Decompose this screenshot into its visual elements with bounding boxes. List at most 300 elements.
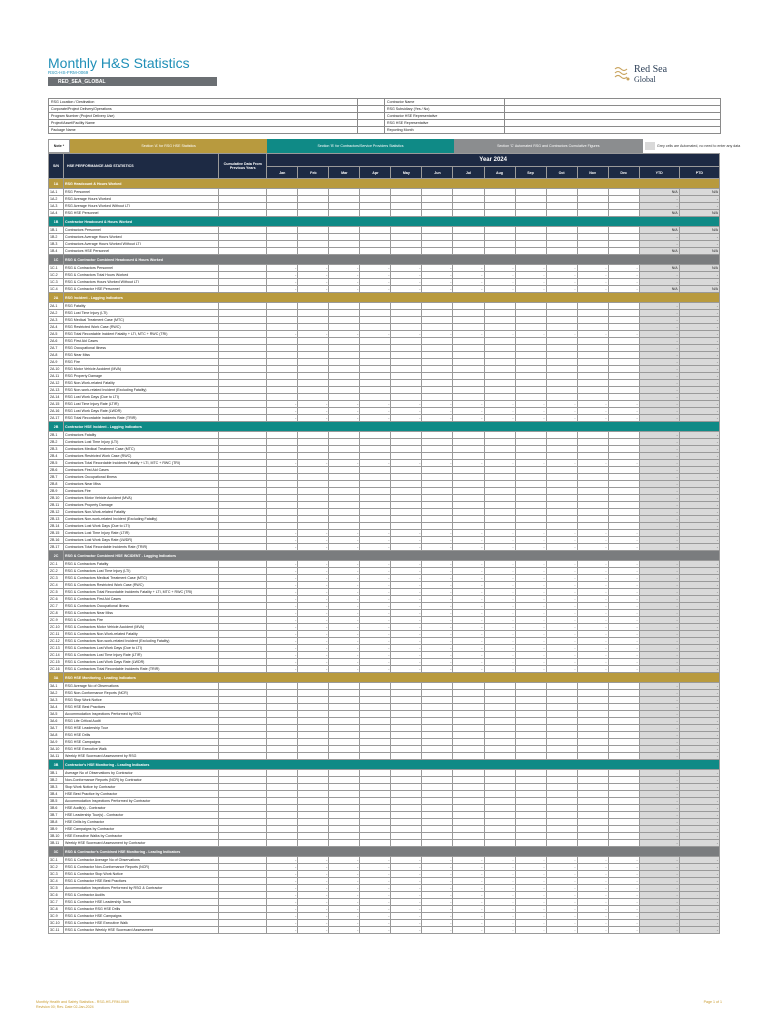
month-cell[interactable] — [298, 697, 329, 704]
month-cell[interactable] — [329, 805, 360, 812]
month-cell[interactable] — [391, 704, 422, 711]
month-cell[interactable] — [577, 394, 608, 401]
info-value-right[interactable] — [505, 113, 721, 120]
month-cell[interactable] — [484, 812, 515, 819]
month-cell[interactable] — [608, 798, 639, 805]
cumulative-cell[interactable] — [219, 819, 267, 826]
month-cell[interactable] — [267, 453, 298, 460]
month-cell[interactable] — [515, 189, 546, 196]
month-cell[interactable] — [577, 732, 608, 739]
month-cell[interactable] — [608, 310, 639, 317]
month-cell[interactable] — [360, 718, 391, 725]
cumulative-cell[interactable] — [219, 460, 267, 467]
month-cell[interactable] — [546, 840, 577, 847]
month-cell[interactable] — [608, 380, 639, 387]
month-cell[interactable] — [484, 303, 515, 310]
cumulative-cell[interactable] — [219, 537, 267, 544]
month-cell[interactable] — [453, 753, 484, 760]
month-cell[interactable] — [453, 826, 484, 833]
month-cell[interactable] — [360, 690, 391, 697]
month-cell[interactable] — [546, 697, 577, 704]
month-cell[interactable] — [298, 805, 329, 812]
cumulative-cell[interactable] — [219, 857, 267, 864]
month-cell[interactable] — [577, 826, 608, 833]
month-cell[interactable] — [453, 234, 484, 241]
month-cell[interactable] — [267, 196, 298, 203]
month-cell[interactable] — [515, 683, 546, 690]
month-cell[interactable] — [515, 446, 546, 453]
month-cell[interactable] — [422, 819, 453, 826]
month-cell[interactable] — [391, 432, 422, 439]
month-cell[interactable] — [360, 798, 391, 805]
month-cell[interactable] — [546, 739, 577, 746]
info-value-right[interactable] — [505, 127, 721, 134]
month-cell[interactable] — [422, 784, 453, 791]
month-cell[interactable] — [608, 746, 639, 753]
month-cell[interactable] — [577, 509, 608, 516]
month-cell[interactable] — [329, 373, 360, 380]
month-cell[interactable] — [267, 819, 298, 826]
month-cell[interactable] — [422, 725, 453, 732]
month-cell[interactable] — [298, 196, 329, 203]
month-cell[interactable] — [329, 317, 360, 324]
month-cell[interactable] — [267, 373, 298, 380]
month-cell[interactable] — [453, 791, 484, 798]
month-cell[interactable] — [360, 481, 391, 488]
month-cell[interactable] — [515, 704, 546, 711]
month-cell[interactable] — [515, 725, 546, 732]
cumulative-cell[interactable] — [219, 502, 267, 509]
month-cell[interactable] — [360, 509, 391, 516]
month-cell[interactable] — [608, 509, 639, 516]
month-cell[interactable] — [422, 234, 453, 241]
month-cell[interactable] — [453, 467, 484, 474]
month-cell[interactable] — [546, 227, 577, 234]
month-cell[interactable] — [546, 380, 577, 387]
cumulative-cell[interactable] — [219, 603, 267, 610]
month-cell[interactable] — [422, 805, 453, 812]
month-cell[interactable] — [422, 352, 453, 359]
month-cell[interactable] — [453, 697, 484, 704]
month-cell[interactable] — [484, 805, 515, 812]
month-cell[interactable] — [329, 488, 360, 495]
month-cell[interactable] — [391, 770, 422, 777]
month-cell[interactable] — [484, 189, 515, 196]
month-cell[interactable] — [515, 366, 546, 373]
month-cell[interactable] — [267, 739, 298, 746]
month-cell[interactable] — [298, 446, 329, 453]
month-cell[interactable] — [422, 770, 453, 777]
month-cell[interactable] — [484, 380, 515, 387]
month-cell[interactable] — [391, 732, 422, 739]
month-cell[interactable] — [577, 739, 608, 746]
month-cell[interactable] — [453, 711, 484, 718]
month-cell[interactable] — [577, 784, 608, 791]
month-cell[interactable] — [329, 798, 360, 805]
month-cell[interactable] — [515, 359, 546, 366]
month-cell[interactable] — [546, 495, 577, 502]
month-cell[interactable] — [453, 718, 484, 725]
month-cell[interactable] — [391, 488, 422, 495]
month-cell[interactable] — [608, 826, 639, 833]
month-cell[interactable] — [360, 711, 391, 718]
month-cell[interactable] — [577, 819, 608, 826]
month-cell[interactable] — [453, 338, 484, 345]
month-cell[interactable] — [329, 739, 360, 746]
cumulative-cell[interactable] — [219, 568, 267, 575]
month-cell[interactable] — [484, 753, 515, 760]
month-cell[interactable] — [453, 502, 484, 509]
month-cell[interactable] — [298, 373, 329, 380]
cumulative-cell[interactable] — [219, 432, 267, 439]
month-cell[interactable] — [360, 516, 391, 523]
month-cell[interactable] — [267, 439, 298, 446]
month-cell[interactable] — [422, 310, 453, 317]
cumulative-cell[interactable] — [219, 777, 267, 784]
cumulative-cell[interactable] — [219, 373, 267, 380]
month-cell[interactable] — [453, 359, 484, 366]
cumulative-cell[interactable] — [219, 248, 267, 255]
month-cell[interactable] — [515, 805, 546, 812]
month-cell[interactable] — [298, 189, 329, 196]
cumulative-cell[interactable] — [219, 481, 267, 488]
month-cell[interactable] — [577, 196, 608, 203]
month-cell[interactable] — [546, 812, 577, 819]
month-cell[interactable] — [453, 317, 484, 324]
month-cell[interactable] — [453, 523, 484, 530]
month-cell[interactable] — [329, 725, 360, 732]
month-cell[interactable] — [298, 234, 329, 241]
month-cell[interactable] — [422, 432, 453, 439]
info-value-left[interactable] — [358, 120, 385, 127]
month-cell[interactable] — [267, 366, 298, 373]
month-cell[interactable] — [267, 310, 298, 317]
month-cell[interactable] — [360, 394, 391, 401]
month-cell[interactable] — [267, 495, 298, 502]
month-cell[interactable] — [267, 753, 298, 760]
month-cell[interactable] — [329, 812, 360, 819]
month-cell[interactable] — [515, 317, 546, 324]
month-cell[interactable] — [484, 234, 515, 241]
month-cell[interactable] — [329, 770, 360, 777]
month-cell[interactable] — [546, 798, 577, 805]
cumulative-cell[interactable] — [219, 718, 267, 725]
month-cell[interactable] — [546, 387, 577, 394]
month-cell[interactable] — [267, 394, 298, 401]
month-cell[interactable] — [267, 746, 298, 753]
month-cell[interactable] — [422, 324, 453, 331]
month-cell[interactable] — [484, 739, 515, 746]
month-cell[interactable] — [515, 373, 546, 380]
month-cell[interactable] — [360, 317, 391, 324]
month-cell[interactable] — [577, 725, 608, 732]
cumulative-cell[interactable] — [219, 589, 267, 596]
month-cell[interactable] — [267, 189, 298, 196]
month-cell[interactable] — [267, 516, 298, 523]
month-cell[interactable] — [484, 310, 515, 317]
month-cell[interactable] — [484, 488, 515, 495]
cumulative-cell[interactable] — [219, 366, 267, 373]
month-cell[interactable] — [422, 303, 453, 310]
cumulative-cell[interactable] — [219, 338, 267, 345]
month-cell[interactable] — [546, 488, 577, 495]
month-cell[interactable] — [360, 227, 391, 234]
cumulative-cell[interactable] — [219, 345, 267, 352]
month-cell[interactable] — [546, 373, 577, 380]
month-cell[interactable] — [391, 467, 422, 474]
month-cell[interactable] — [484, 227, 515, 234]
month-cell[interactable] — [329, 227, 360, 234]
month-cell[interactable] — [577, 812, 608, 819]
month-cell[interactable] — [360, 753, 391, 760]
month-cell[interactable] — [267, 725, 298, 732]
month-cell[interactable] — [577, 770, 608, 777]
month-cell[interactable] — [484, 394, 515, 401]
month-cell[interactable] — [329, 338, 360, 345]
month-cell[interactable] — [453, 495, 484, 502]
cumulative-cell[interactable] — [219, 234, 267, 241]
month-cell[interactable] — [484, 770, 515, 777]
month-cell[interactable] — [391, 453, 422, 460]
month-cell[interactable] — [391, 394, 422, 401]
month-cell[interactable] — [329, 516, 360, 523]
month-cell[interactable] — [546, 732, 577, 739]
month-cell[interactable] — [484, 791, 515, 798]
month-cell[interactable] — [484, 697, 515, 704]
cumulative-cell[interactable] — [219, 324, 267, 331]
cumulative-cell[interactable] — [219, 885, 267, 892]
month-cell[interactable] — [577, 488, 608, 495]
month-cell[interactable] — [329, 791, 360, 798]
cumulative-cell[interactable] — [219, 516, 267, 523]
month-cell[interactable] — [391, 210, 422, 217]
month-cell[interactable] — [391, 746, 422, 753]
month-cell[interactable] — [515, 248, 546, 255]
cumulative-cell[interactable] — [219, 439, 267, 446]
cumulative-cell[interactable] — [219, 279, 267, 286]
month-cell[interactable] — [360, 502, 391, 509]
month-cell[interactable] — [298, 826, 329, 833]
month-cell[interactable] — [267, 227, 298, 234]
month-cell[interactable] — [360, 805, 391, 812]
month-cell[interactable] — [391, 784, 422, 791]
cumulative-cell[interactable] — [219, 871, 267, 878]
month-cell[interactable] — [484, 352, 515, 359]
month-cell[interactable] — [546, 324, 577, 331]
month-cell[interactable] — [422, 373, 453, 380]
month-cell[interactable] — [515, 488, 546, 495]
month-cell[interactable] — [515, 711, 546, 718]
cumulative-cell[interactable] — [219, 732, 267, 739]
month-cell[interactable] — [298, 704, 329, 711]
month-cell[interactable] — [577, 446, 608, 453]
cumulative-cell[interactable] — [219, 394, 267, 401]
month-cell[interactable] — [608, 345, 639, 352]
month-cell[interactable] — [329, 502, 360, 509]
month-cell[interactable] — [329, 826, 360, 833]
month-cell[interactable] — [329, 690, 360, 697]
month-cell[interactable] — [577, 241, 608, 248]
month-cell[interactable] — [329, 380, 360, 387]
cumulative-cell[interactable] — [219, 467, 267, 474]
month-cell[interactable] — [267, 234, 298, 241]
cumulative-cell[interactable] — [219, 878, 267, 885]
month-cell[interactable] — [608, 317, 639, 324]
month-cell[interactable] — [267, 826, 298, 833]
month-cell[interactable] — [360, 189, 391, 196]
month-cell[interactable] — [546, 725, 577, 732]
month-cell[interactable] — [453, 798, 484, 805]
month-cell[interactable] — [453, 248, 484, 255]
month-cell[interactable] — [267, 777, 298, 784]
cumulative-cell[interactable] — [219, 303, 267, 310]
month-cell[interactable] — [453, 432, 484, 439]
month-cell[interactable] — [329, 467, 360, 474]
month-cell[interactable] — [267, 446, 298, 453]
cumulative-cell[interactable] — [219, 265, 267, 272]
month-cell[interactable] — [515, 324, 546, 331]
month-cell[interactable] — [453, 446, 484, 453]
month-cell[interactable] — [453, 481, 484, 488]
month-cell[interactable] — [391, 241, 422, 248]
month-cell[interactable] — [360, 474, 391, 481]
month-cell[interactable] — [484, 704, 515, 711]
month-cell[interactable] — [267, 387, 298, 394]
cumulative-cell[interactable] — [219, 523, 267, 530]
month-cell[interactable] — [577, 234, 608, 241]
month-cell[interactable] — [546, 474, 577, 481]
month-cell[interactable] — [453, 352, 484, 359]
month-cell[interactable] — [453, 704, 484, 711]
cumulative-cell[interactable] — [219, 711, 267, 718]
month-cell[interactable] — [608, 516, 639, 523]
month-cell[interactable] — [546, 352, 577, 359]
month-cell[interactable] — [484, 446, 515, 453]
month-cell[interactable] — [360, 833, 391, 840]
month-cell[interactable] — [391, 196, 422, 203]
month-cell[interactable] — [329, 784, 360, 791]
month-cell[interactable] — [298, 753, 329, 760]
month-cell[interactable] — [515, 791, 546, 798]
month-cell[interactable] — [422, 380, 453, 387]
month-cell[interactable] — [329, 439, 360, 446]
month-cell[interactable] — [577, 373, 608, 380]
month-cell[interactable] — [515, 739, 546, 746]
month-cell[interactable] — [577, 840, 608, 847]
month-cell[interactable] — [298, 203, 329, 210]
month-cell[interactable] — [453, 739, 484, 746]
month-cell[interactable] — [515, 777, 546, 784]
month-cell[interactable] — [267, 352, 298, 359]
month-cell[interactable] — [329, 210, 360, 217]
cumulative-cell[interactable] — [219, 415, 267, 422]
month-cell[interactable] — [515, 241, 546, 248]
month-cell[interactable] — [546, 805, 577, 812]
month-cell[interactable] — [298, 345, 329, 352]
month-cell[interactable] — [298, 439, 329, 446]
month-cell[interactable] — [608, 732, 639, 739]
cumulative-cell[interactable] — [219, 189, 267, 196]
info-value-left[interactable] — [358, 99, 385, 106]
month-cell[interactable] — [267, 210, 298, 217]
month-cell[interactable] — [329, 387, 360, 394]
cumulative-cell[interactable] — [219, 408, 267, 415]
month-cell[interactable] — [422, 394, 453, 401]
month-cell[interactable] — [484, 833, 515, 840]
month-cell[interactable] — [515, 753, 546, 760]
cumulative-cell[interactable] — [219, 683, 267, 690]
month-cell[interactable] — [577, 227, 608, 234]
month-cell[interactable] — [515, 819, 546, 826]
month-cell[interactable] — [515, 523, 546, 530]
month-cell[interactable] — [608, 739, 639, 746]
month-cell[interactable] — [360, 196, 391, 203]
cumulative-cell[interactable] — [219, 920, 267, 927]
month-cell[interactable] — [577, 523, 608, 530]
cumulative-cell[interactable] — [219, 784, 267, 791]
month-cell[interactable] — [484, 210, 515, 217]
month-cell[interactable] — [453, 488, 484, 495]
month-cell[interactable] — [608, 840, 639, 847]
month-cell[interactable] — [391, 373, 422, 380]
month-cell[interactable] — [608, 210, 639, 217]
month-cell[interactable] — [453, 840, 484, 847]
month-cell[interactable] — [298, 683, 329, 690]
month-cell[interactable] — [608, 352, 639, 359]
month-cell[interactable] — [453, 453, 484, 460]
month-cell[interactable] — [360, 234, 391, 241]
cumulative-cell[interactable] — [219, 582, 267, 589]
month-cell[interactable] — [577, 805, 608, 812]
month-cell[interactable] — [267, 523, 298, 530]
month-cell[interactable] — [360, 495, 391, 502]
month-cell[interactable] — [360, 359, 391, 366]
month-cell[interactable] — [329, 840, 360, 847]
month-cell[interactable] — [298, 310, 329, 317]
month-cell[interactable] — [391, 366, 422, 373]
cumulative-cell[interactable] — [219, 812, 267, 819]
month-cell[interactable] — [267, 509, 298, 516]
month-cell[interactable] — [422, 474, 453, 481]
month-cell[interactable] — [391, 439, 422, 446]
month-cell[interactable] — [391, 805, 422, 812]
month-cell[interactable] — [422, 241, 453, 248]
month-cell[interactable] — [298, 324, 329, 331]
month-cell[interactable] — [515, 203, 546, 210]
month-cell[interactable] — [484, 798, 515, 805]
month-cell[interactable] — [298, 502, 329, 509]
month-cell[interactable] — [422, 359, 453, 366]
month-cell[interactable] — [391, 819, 422, 826]
cumulative-cell[interactable] — [219, 317, 267, 324]
cumulative-cell[interactable] — [219, 798, 267, 805]
month-cell[interactable] — [453, 203, 484, 210]
month-cell[interactable] — [515, 310, 546, 317]
month-cell[interactable] — [484, 248, 515, 255]
month-cell[interactable] — [546, 234, 577, 241]
month-cell[interactable] — [391, 739, 422, 746]
month-cell[interactable] — [329, 711, 360, 718]
month-cell[interactable] — [546, 791, 577, 798]
month-cell[interactable] — [546, 439, 577, 446]
month-cell[interactable] — [298, 791, 329, 798]
month-cell[interactable] — [608, 359, 639, 366]
cumulative-cell[interactable] — [219, 387, 267, 394]
info-value-right[interactable] — [505, 120, 721, 127]
month-cell[interactable] — [298, 467, 329, 474]
month-cell[interactable] — [608, 366, 639, 373]
cumulative-cell[interactable] — [219, 770, 267, 777]
